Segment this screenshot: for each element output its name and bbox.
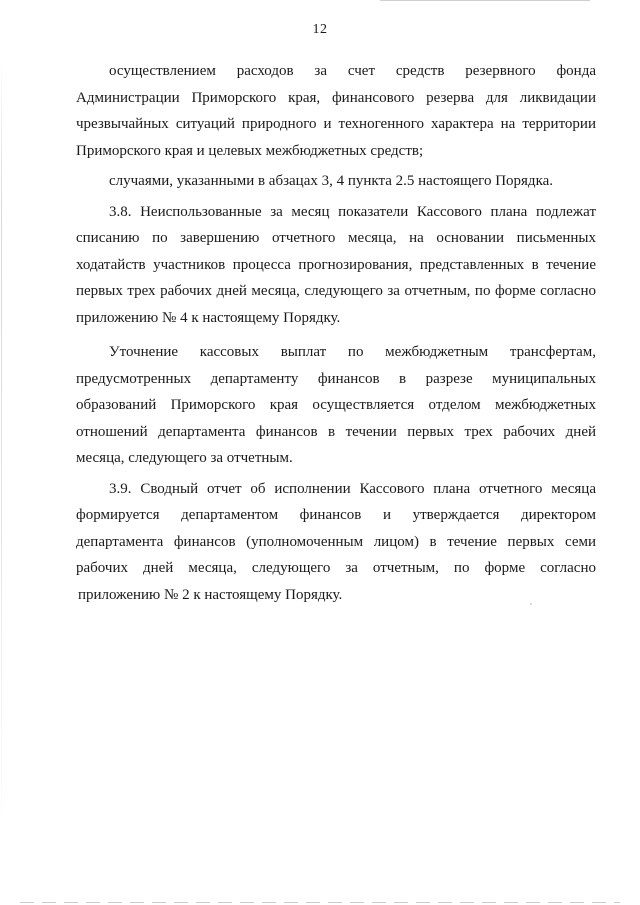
text-line: предусмотренных департаменту финансов в разрезе муниципальных	[76, 370, 596, 387]
text-line: Уточнение кассовых выплат по межбюджетным трансфертам,	[109, 344, 596, 360]
page-number: 12	[312, 22, 328, 37]
text-line: 3.8. Неиспользованные за месяц показатели Кассового плана подлежат	[109, 203, 596, 220]
text-line: первых трех рабочих дней месяца, следующего за отчетным, по форме согласно	[76, 283, 596, 299]
text-line: ходатайств участников процесса прогнозирования, представленных в течение	[76, 256, 596, 273]
text-line: приложению № 4 к настоящему Порядку.	[76, 309, 341, 326]
text-line: Приморского края и целевых межбюджетных средств;	[76, 142, 424, 159]
scan-edge-top	[380, 0, 590, 1]
text-line: случаями, указанными в абзацах 3, 4 пункта 2.5 настоящего Порядка.	[109, 173, 554, 189]
text-line: списанию по завершению отчетного месяца, на основании письменных	[76, 230, 596, 246]
text-line: 3.9. Сводный отчет об исполнении Кассового плана отчетного месяца	[109, 480, 596, 497]
text-line: департамента финансов (уполномоченным лицом) в течение первых семи	[76, 533, 596, 550]
scan-edge-bottom	[20, 902, 620, 903]
text-line: образований Приморского края осуществляется отделом межбюджетных	[76, 397, 596, 413]
text-line: рабочих дней месяца, следующего за отчетным, по форме согласно	[76, 560, 596, 576]
text-line: месяца, следующего за отчетным.	[76, 450, 293, 466]
text-line: чрезвычайных ситуаций природного и техногенного характера на территории	[76, 116, 596, 132]
text-line: осуществлением расходов за счет средств резервного фонда	[109, 63, 596, 79]
document-body	[76, 58, 596, 608]
text-line: формируется департаментом финансов и утверждается директором	[76, 507, 596, 523]
text-line: Администрации Приморского края, финансового резерва для ликвидации	[76, 89, 596, 106]
text-line: отношений департамента финансов в течении первых трех рабочих дней	[76, 423, 596, 440]
text-line: приложению № 2 к настоящему Порядку.	[78, 586, 343, 603]
scan-edge-left	[1, 60, 2, 840]
